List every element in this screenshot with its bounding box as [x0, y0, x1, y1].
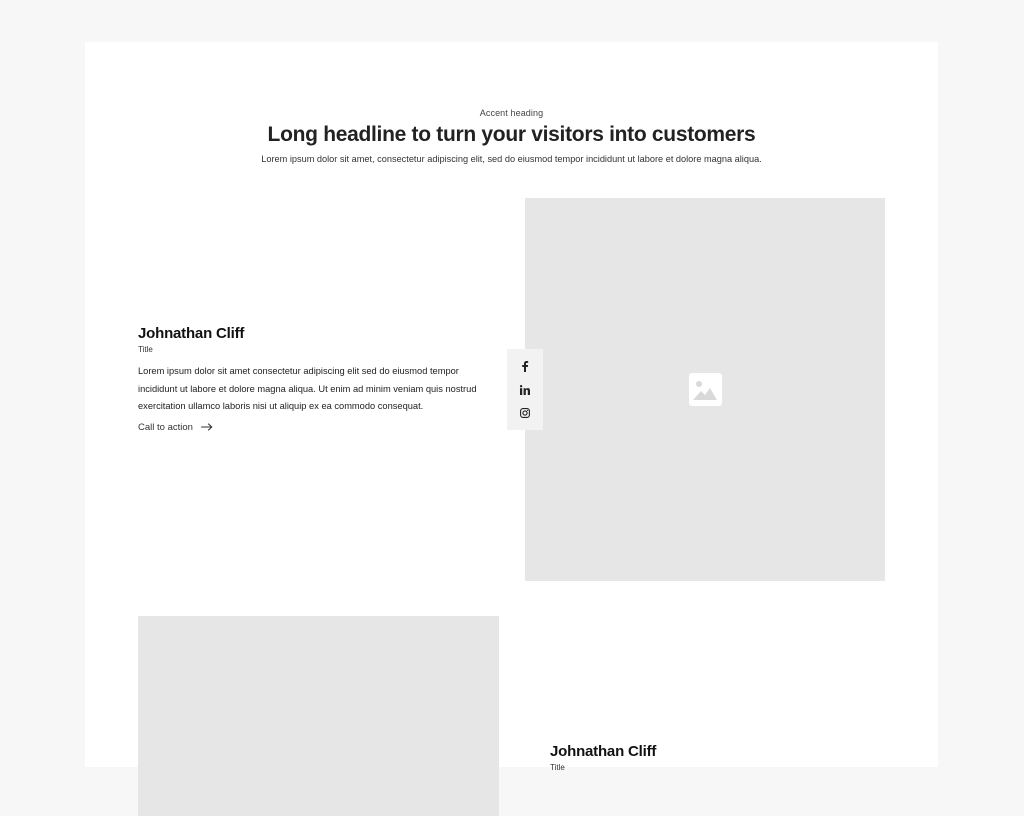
linkedin-icon[interactable]	[518, 383, 532, 397]
member-title: Title	[138, 345, 153, 354]
social-links-bar	[507, 349, 543, 430]
team-member-2-info	[550, 743, 890, 772]
image-placeholder-icon	[689, 373, 722, 406]
facebook-icon[interactable]	[518, 360, 532, 374]
member-title: Title	[550, 763, 565, 772]
accent-heading: Accent heading	[479, 108, 544, 118]
arrow-right-icon	[201, 423, 213, 431]
cta-label: Call to action	[138, 421, 193, 433]
member-name: Johnathan Cliff	[550, 743, 657, 760]
team-section-card	[85, 42, 938, 772]
section-headline: Long headline to turn your visitors into customers	[267, 123, 756, 146]
member-name: Johnathan Cliff	[138, 325, 245, 342]
call-to-action-link[interactable]	[138, 422, 213, 433]
section-header	[85, 108, 938, 164]
instagram-icon[interactable]	[518, 406, 532, 420]
team-member-2-photo-placeholder	[138, 616, 499, 816]
section-subtext: Lorem ipsum dolor sit amet, consectetur adipiscing elit, sed do eiusmod tempor incididunt ut labore et dolore magna aliqua.	[261, 154, 762, 164]
team-member-1-info	[138, 325, 478, 435]
team-member-1-photo-placeholder	[525, 198, 885, 581]
member-bio: Lorem ipsum dolor sit amet consectetur adipiscing elit sed do eiusmod tempor incididunt ut labore et dolore magna aliqua. Ut enim ad minim veniam quis nostrud exercitation ullamco laboris nisi ut aliquip ex ea commodo consequat.	[138, 366, 477, 411]
